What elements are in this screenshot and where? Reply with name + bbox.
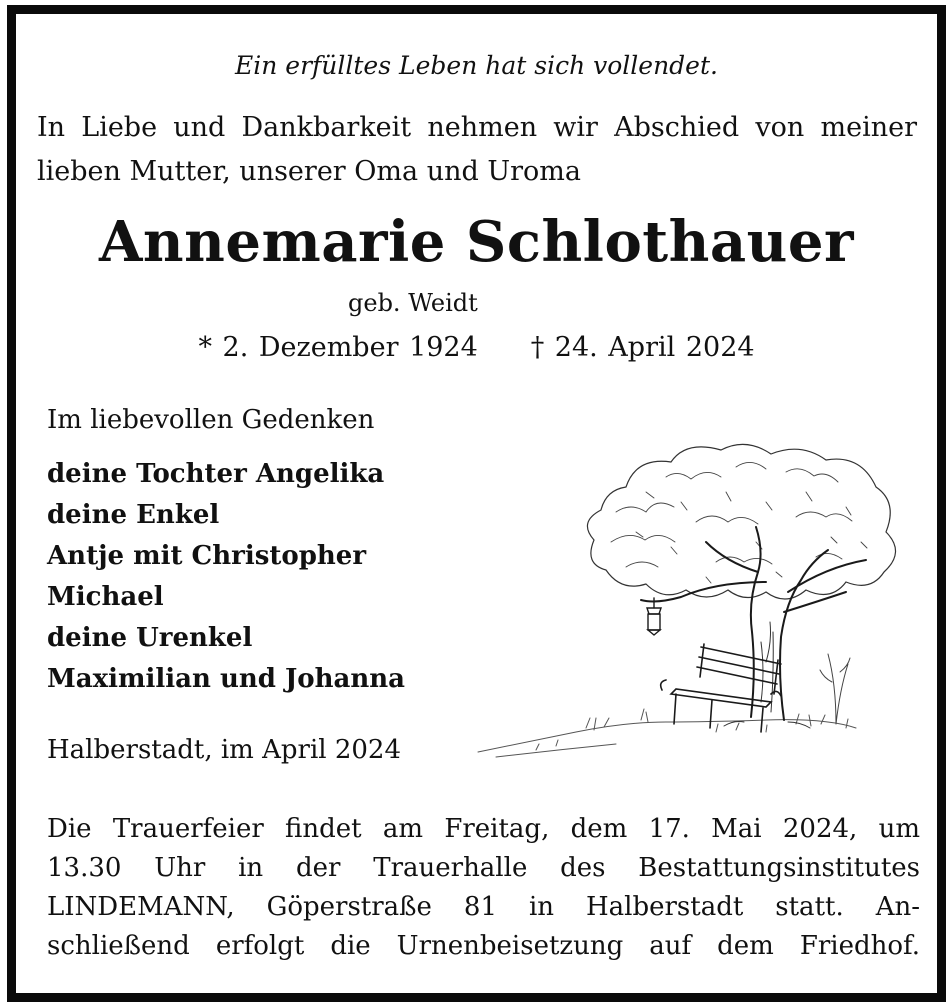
mourner-line: Maximilian und Johanna [47,664,406,694]
mourners-list [47,454,405,700]
service-line: Die Trauerfeier findet am Freitag, dem 17. Mai 2024, um [47,814,920,844]
birth-name: geb. Weidt [348,289,478,317]
service-line: LINDEMANN, Göperstraße 81 in Halberstadt statt. An- [47,892,920,922]
mourner-line: deine Tochter Angelika [47,459,385,489]
service-line: schließend erfolgt die Urnenbeisetzung auf dem Friedhof. [47,931,920,961]
mourner-line: Antje mit Christopher [47,541,367,571]
mourner-line: deine Urenkel [47,623,253,653]
deceased-name: Annemarie Schlothauer [98,209,855,275]
life-dates: * 2. Dezember 1924 † 24. April 2024 [198,332,755,363]
service-line: 13.30 Uhr in der Trauerhalle des Bestattungsinstitutes [47,853,920,883]
mourner-line: deine Enkel [47,500,220,530]
tree-bench-lantern-illustration [466,432,911,762]
memory-line: Im liebevollen Gedenken [47,405,375,435]
intro-text: In Liebe und Dankbarkeit nehmen wir Abschied von meiner lieben Mutter, unserer Oma und Uroma [37,112,917,187]
obituary-notice [7,5,946,1002]
mourner-line: Michael [47,582,164,612]
motto: Ein erfülltes Leben hat sich vollendet. [235,51,718,80]
place-date: Halberstadt, im April 2024 [47,735,402,765]
service-info [47,810,920,966]
